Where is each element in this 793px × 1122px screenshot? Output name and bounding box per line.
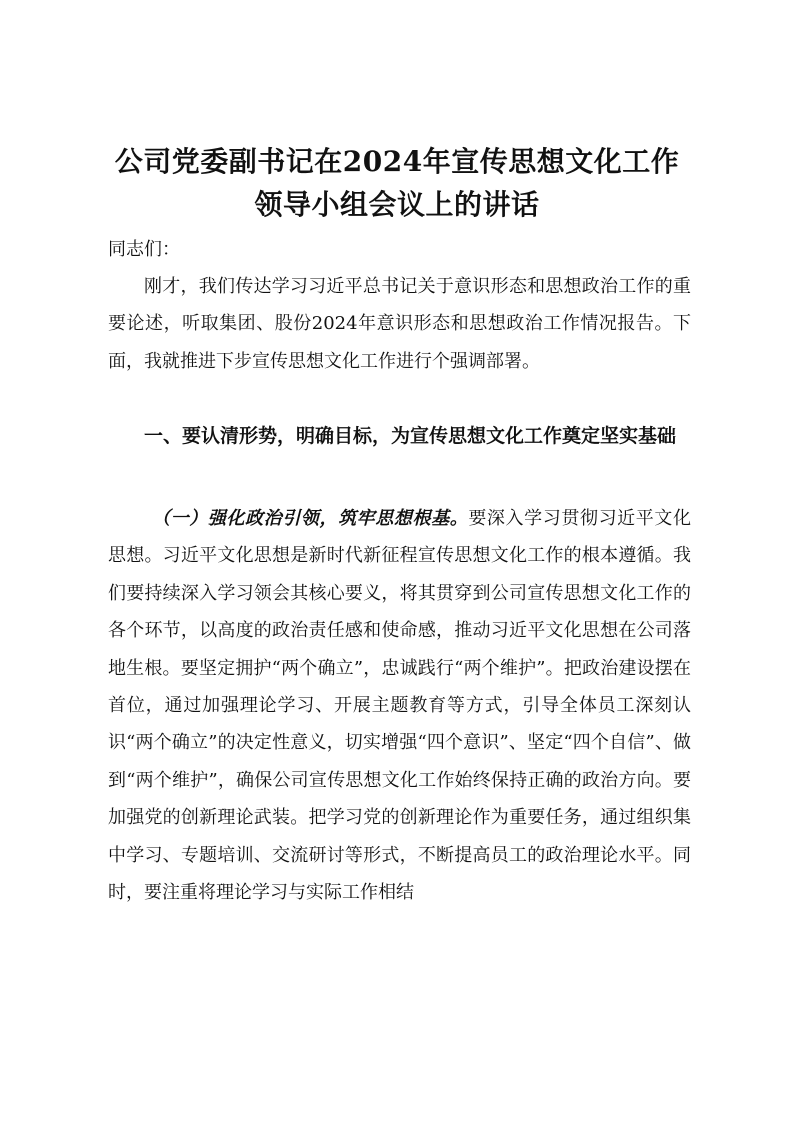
document-title-line-1: 公司党委副书记在2024年宣传思想文化工作	[114, 145, 680, 178]
subsection-paragraph-1	[108, 500, 691, 911]
salutation: 同志们：	[108, 239, 180, 260]
subsection-body-1: 要深入学习贯彻习近平文化思想。习近平文化思想是新时代新征程宣传思想文化工作的根本遵循。我们要持续深入学习领会其核心要义，将其贯穿到公司宣传思想文化工作的各个环节，以高度的政治责任感和使命感，推动习近平文化思想在公司落地生根。要坚定拥护“两个确立”，忠诚践行“两个维护”。把政治建设摆在首位，通过加强理论学习、开展主题教育等方式，引导全体员工深刻认识“两个确立”的决定性意义，切实增强“四个意识”、坚定“四个自信”、做到“两个维护”，确保公司宣传思想文化工作始终保持正确的政治方向。要加强党的创新理论武装。把学习党的创新理论作为重要任务，通过组织集中学习、专题培训、交流研讨等形式，不断提高员工的政治理论水平。同时，要注重将理论学习与实际工作相结	[108, 508, 692, 904]
document-title-line-2: 领导小组会议上的讲话	[254, 188, 540, 221]
section-heading-1: 一、要认清形势，明确目标，为宣传思想文化工作奠定坚实基础	[144, 425, 677, 447]
subsection-heading-1: （一）强化政治引领，筑牢思想根基。	[152, 508, 469, 529]
intro-paragraph: 刚才，我们传达学习习近平总书记关于意识形态和思想政治工作的重要论述，听取集团、股份2024年意识形态和思想政治工作情况报告。下面，我就推进下步宣传思想文化工作进行个强调部署。	[108, 276, 691, 372]
